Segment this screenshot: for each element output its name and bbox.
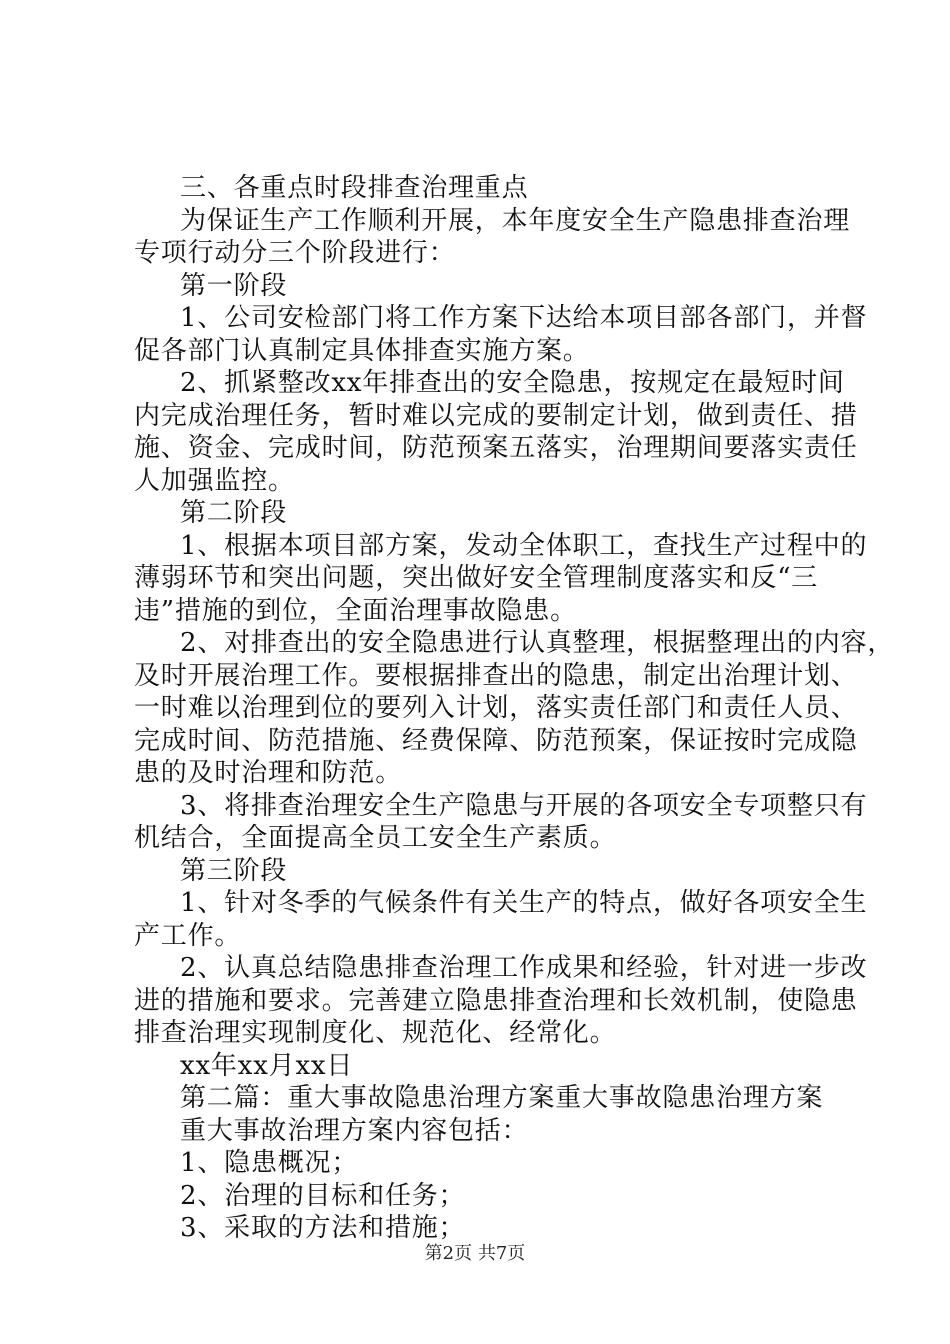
text-line: 完成时间、防范措施、经费保障、防范预案，保证按时完成隐 bbox=[134, 725, 858, 756]
text-line: 第二篇：重大事故隐患治理方案重大事故隐患治理方案 bbox=[180, 1083, 824, 1113]
text-line: 专项行动分三个阶段进行： bbox=[134, 238, 456, 268]
text-line: 为保证生产工作顺利开展，本年度安全生产隐患排查治理 bbox=[180, 205, 851, 236]
text-line: 3、将排查治理安全生产隐患与开展的各项安全专项整只有 bbox=[180, 790, 868, 821]
text-line: 排查治理实现制度化、规范化、经常化。 bbox=[134, 1018, 617, 1048]
text-line: 第一阶段 bbox=[180, 270, 288, 301]
text-line: 违”措施的到位，全面治理事故隐患。 bbox=[134, 595, 577, 626]
text-line: 1、公司安检部门将工作方案下达给本项目部各部门，并督 bbox=[180, 303, 868, 333]
text-line: 施、资金、完成时间，防范预案五落实，治理期间要落实责任 bbox=[134, 433, 858, 463]
text-line: 及时开展治理工作。要根据排查出的隐患，制定出治理计划、 bbox=[134, 660, 858, 691]
text-line: xx年xx月xx日 bbox=[180, 1050, 354, 1081]
text-line: 2、对排查出的安全隐患进行认真整理，根据整理出的内容， bbox=[180, 628, 895, 658]
page-footer: 第2页 共7页 bbox=[424, 1243, 526, 1264]
text-line: 患的及时治理和防范。 bbox=[134, 758, 403, 788]
text-line: 1、针对冬季的气候条件有关生产的特点，做好各项安全生 bbox=[180, 888, 868, 918]
text-line: 2、治理的目标和任务； bbox=[180, 1180, 466, 1211]
text-line: 一时难以治理到位的要列入计划，落实责任部门和责任人员、 bbox=[134, 693, 858, 723]
text-line: 1、隐患概况； bbox=[180, 1148, 359, 1178]
text-line: 第三阶段 bbox=[180, 855, 288, 886]
text-line: 薄弱环节和突出问题，突出做好安全管理制度落实和反“三 bbox=[134, 563, 819, 593]
text-line: 进的措施和要求。完善建立隐患排查治理和长效机制，使隐患 bbox=[134, 985, 858, 1016]
text-line: 机结合，全面提高全员工安全生产素质。 bbox=[134, 823, 617, 853]
text-line: 促各部门认真制定具体排查实施方案。 bbox=[134, 335, 590, 366]
text-line: 2、抓紧整改xx年排查出的安全隐患，按规定在最短时间 bbox=[180, 368, 845, 398]
text-line: 1、根据本项目部方案，发动全体职工，查找生产过程中的 bbox=[180, 530, 868, 561]
text-line: 人加强监控。 bbox=[134, 465, 295, 496]
text-line: 第二阶段 bbox=[180, 498, 288, 528]
document-body bbox=[134, 172, 895, 1245]
text-line: 产工作。 bbox=[134, 920, 242, 951]
text-line: 内完成治理任务，暂时难以完成的要制定计划，做到责任、措 bbox=[134, 400, 858, 431]
text-line: 2、认真总结隐患排查治理工作成果和经验，针对进一步改 bbox=[180, 953, 868, 983]
text-line: 3、采取的方法和措施； bbox=[180, 1213, 466, 1243]
text-line: 三、各重点时段排查治理重点 bbox=[180, 173, 529, 203]
text-line: 重大事故治理方案内容包括： bbox=[180, 1115, 529, 1146]
